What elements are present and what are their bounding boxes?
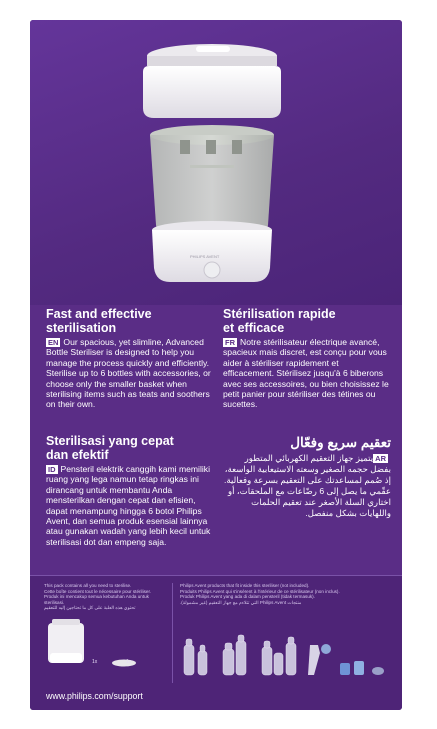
compatible-products-illustration [178, 633, 398, 681]
section-english [46, 307, 212, 410]
section-french [223, 307, 391, 410]
contents-panel [30, 575, 402, 710]
product-hero [30, 20, 402, 305]
body-english: EN Our spacious, yet slimline, Advanced Bottle Steriliser is designed to help you manage the process quickly and efficiently. Sterilise up to 6 bottles with accessories, or choose only the smaller basket when sterilising items such as teats and soothers on their own. [46, 337, 211, 410]
steriliser-illustration [30, 20, 402, 305]
divider [30, 575, 402, 576]
language-tag-ar: AR [375, 454, 386, 464]
divider-vertical [172, 583, 173, 683]
heading-indonesian: Sterilisasi yang cepat dan efektif [46, 434, 174, 462]
support-website-link[interactable]: www.philips.com/support [46, 691, 143, 701]
steriliser-base [152, 221, 272, 282]
section-arabic [223, 434, 391, 519]
quantity-tongs: 1x [126, 659, 132, 665]
heading-arabic: تعقيم سريع وفعّال [290, 435, 391, 450]
body-arabic: ARيتميز جهاز التعقيم الكهربائي المتطور بفضل حجمه الصغير وسعته الاستيعابية الواسعة، إذ صُمم لمساعدتك على التعقيم بسرعة وفعالية. عقّمي ما يصل إلى 6 رضّاعات مع الملحقات، أو اختاري السلة الأصغر عند تعقيم الحلمات واللهايات بشكل منفصل. [224, 453, 391, 518]
box-contents-illustration [44, 615, 169, 675]
body-indonesian: ID Pensteril elektrik canggih kami memiliki ruang yang lega namun tetap ringkas ini dirancang untuk membantu Anda mensterilkan dengan cepat dan efisien, dapat menampung hingga 6 botol Philips Avent, dan semua produk esensial lainnya atau gunakan wadah yang lebih kecil untuk sterilisasi dot dan empeng saja. [46, 464, 211, 547]
box-contents-text: This pack contains all you need to sterilise. Cette boîte contient tout le nécessaire pour stériliser. Produk ini mencakup semua kebutuhan Anda untuk sterilisasi. تحتوي هذه العلبة على كل ما تحتاجين إليه للتعقيم [44, 583, 151, 611]
body-french: FR Notre stérilisateur électrique avancé, spacieux mais discret, est conçu pour vous aider à stériliser rapidement et efficacement. Stérilisez jusqu'à 6 biberons avec ses accessoires, ou bien choisissez le petit panier pour stériliser des tétines ou sucettes. [223, 337, 389, 410]
language-tag-fr: FR [225, 338, 235, 348]
section-indonesian [46, 434, 216, 547]
quantity-steriliser: 1x [92, 659, 98, 665]
packaging-panel [30, 20, 402, 710]
steriliser-lid [143, 44, 281, 118]
heading-french: Stérilisation rapide et efficace [223, 307, 336, 335]
device-brand-label: PHILIPS AVENT [190, 254, 220, 259]
compatible-products-text: Philips Avent products that fit inside this steriliser (not included). Produits Philips Avent qui s'insèrent à l'intérieur de ce stérilisateur (non inclus). Produk Philips Avent yang ada di dalam pensteril (tidak termasuk). منتجات Philips Avent التي تتلاءم مع جهاز التعقيم (غير مشمولة). [180, 583, 340, 605]
language-tag-en: EN [48, 338, 59, 348]
language-tag-id: ID [48, 465, 56, 475]
heading-english: Fast and effective sterilisation [46, 307, 152, 335]
